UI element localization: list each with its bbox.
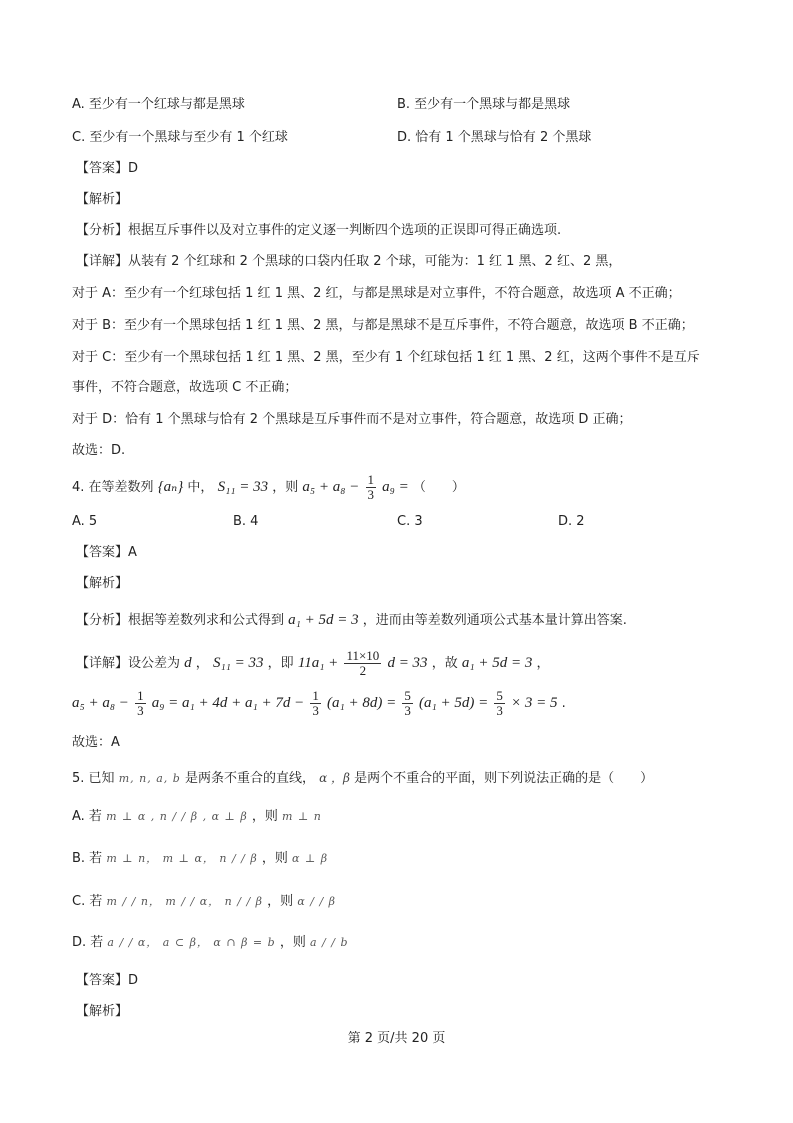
q4-detail-rest: d = 33 [387,655,428,671]
q5-option-d-math: a / / α， a ⊂ β， α ∩ β = b [107,936,276,949]
q4-condition: S₁₁ = 33 [217,479,269,495]
q5-option-c-result: α / / β [297,895,337,908]
q5-option-a-math: m ⊥ α , n / / β , α ⊥ β [106,810,248,823]
q4-option-b: B. 4 [233,514,259,529]
q5-stem [72,768,653,789]
q5-stem-mid: 是两条不重合的直线， [184,771,315,786]
q4-paren: （ ） [412,480,465,495]
q3-option-a: A. 至少有一个红球与都是黑球 [72,97,245,112]
q4-detail-d: d [184,655,192,671]
q4-option-d: D. 2 [558,514,585,529]
q4-detail-end: ， [536,656,550,671]
q4-mid: 中， [187,480,214,495]
q4-detail-text: 【详解】设公差为 [76,656,181,671]
q3-choose: 故选：D. [72,443,126,458]
q3-analysis: 【分析】根据互斥事件以及对立事件的定义逐一判断四个选项的正误即可得正确选项. [76,223,562,238]
q4-eq-part1: a₅ + a₈ − [72,695,129,711]
q3-jiexi: 【解析】 [76,192,129,207]
q4-detail [76,648,549,679]
q5-answer: 【答案】D [76,973,139,988]
q4-answer: 【答案】A [76,545,137,560]
q4-eq-frac1: $\frac{1}{3}$ [137,688,144,718]
q4-detail-11a: 11a₁ + [297,655,339,671]
q3-answer: 【答案】D [76,161,139,176]
q4-eq-frac3: $\frac{5}{3}$ [404,688,411,718]
q4-prefix: 4. 在等差数列 [72,480,154,495]
q5-option-b-result: α ⊥ β [292,852,329,865]
q4-stem [72,472,465,503]
q4-fraction: $\frac{1}{3}$ [367,472,374,502]
q5-option-c: C. 若 m / / n， m / / α， n / / β ，则 α / / β [72,894,337,909]
q4-option-c: C. 3 [397,514,423,529]
q3-detail: 【详解】从装有 2 个红球和 2 个黑球的口袋内任取 2 个球，可能为：1 红 1 黑、2 红、2 黑， [76,254,622,269]
q5-option-b: B. 若 m ⊥ n， m ⊥ α， n / / β ，则 α ⊥ β [72,851,329,866]
q3-case-c-line1: 对于 C：至少有一个黑球包括 1 红 1 黑、2 黑，至少有 1 个红球包括 1 红 1 黑、2 红，这两个事件不是互斥 [72,350,700,365]
q5-jiexi: 【解析】 [76,1004,129,1019]
q3-option-b: B. 至少有一个黑球与都是黑球 [397,97,571,112]
q5-option-c-math: m / / n， m / / α， n / / β [106,895,264,908]
q4-analysis [76,610,627,631]
q5-stem-end: 是两个不重合的平面，则下列说法正确的是（ ） [354,771,654,786]
q4-expr-b: a₉ = [382,479,409,495]
q3-option-d: D. 恰有 1 个黑球与恰有 2 个黑球 [397,130,592,145]
q5-option-d: D. 若 a / / α， a ⊂ β， α ∩ β = b ，则 a / / b [72,935,349,950]
q4-expr-a: a₅ + a₈ − [302,479,360,495]
q4-analysis-math: a₁ + 5d = 3 [288,612,359,628]
q4-eq-part3: (a₁ + 8d) = [327,695,397,711]
q4-eq-part4: (a₁ + 5d) = [419,695,489,711]
q3-case-d: 对于 D：恰有 1 个黑球与恰有 2 个黑球是互斥事件而不是对立事件，符合题意，故选项 D 正确； [72,412,632,427]
q4-option-a: A. 5 [72,514,98,529]
q5-option-b-math: m ⊥ n， m ⊥ α， n / / β [106,852,258,865]
q4-choose: 故选：A [72,735,120,750]
q4-eq-end: . [561,696,566,711]
q3-option-c: C. 至少有一个黑球与至少有 1 个红球 [72,130,288,145]
q4-detail-gu: ，故 [431,656,458,671]
q5-vars: m, n, a, b [118,772,181,785]
q4-equation [72,686,566,721]
q4-eq-part5: × 3 = 5 [510,695,558,711]
q5-option-a-result: m ⊥ n [282,810,322,823]
q4-detail-comma: ， [195,656,209,671]
q5-option-a: A. 若 m ⊥ α , n / / β , α ⊥ β ，则 m ⊥ n [72,809,322,824]
page-footer: 第 2 页/共 20 页 [347,1031,446,1046]
q3-case-b: 对于 B：至少有一个黑球包括 1 红 1 黑、2 黑，与都是黑球不是互斥事件，不符合题意，故选项 B 不正确； [72,318,694,333]
q4-eq-frac4: $\frac{5}{3}$ [496,688,503,718]
q5-option-d-result: a / / b [309,936,349,949]
q3-case-a: 对于 A：至少有一个红球包括 1 红 1 黑、2 红，与都是黑球是对立事件，不符合题意，故选项 A 不正确； [72,286,681,301]
q4-eq-frac2: $\frac{1}{3}$ [312,688,319,718]
q5-stem-prefix: 5. 已知 [72,771,115,786]
q4-sequence: {aₙ} [157,479,184,495]
q4-detail-result: a₁ + 5d = 3 [461,655,533,671]
q5-planes: α ，β [319,771,350,785]
q3-case-c-line2: 事件，不符合题意，故选项 C 不正确； [72,380,298,395]
q4-comma: ，则 [272,480,299,495]
q4-analysis-text-2: ，进而由等差数列通项公式基本量计算出答案. [362,613,627,628]
q4-detail-ji: ，即 [267,656,294,671]
q4-detail-fraction: $\frac{11\times 10}{2}$ [346,648,380,678]
q4-jiexi: 【解析】 [76,576,129,591]
q4-analysis-text: 【分析】根据等差数列求和公式得到 [76,613,285,628]
q4-eq-part2: a₉ = a₁ + 4d + a₁ + 7d − [151,695,305,711]
q4-detail-sum: S₁₁ = 33 [212,655,264,671]
